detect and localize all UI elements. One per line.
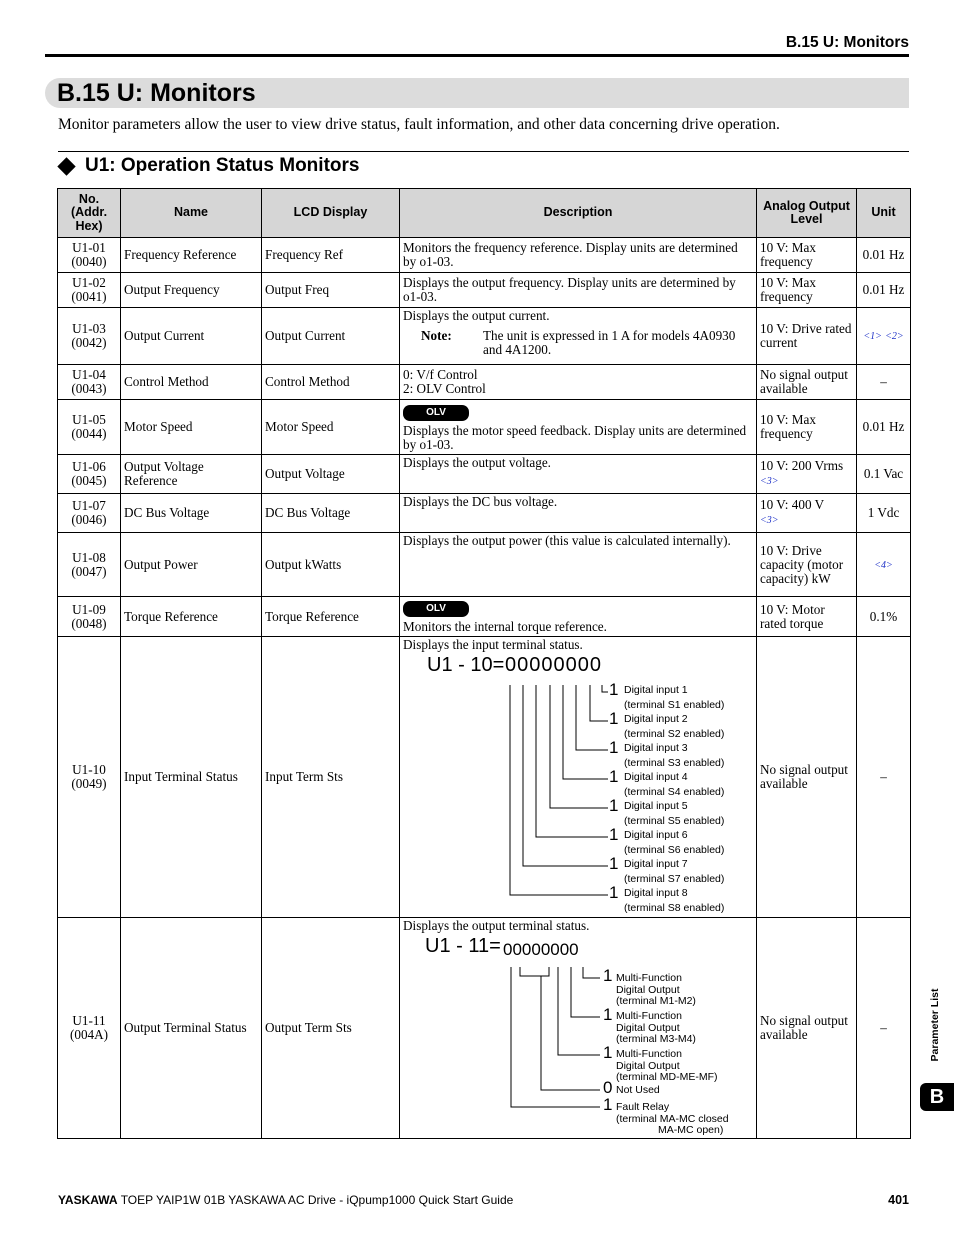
input-label: Digital input 8 (terminal S8 enabled) [624,887,725,914]
side-section-label: Parameter List [929,988,941,1062]
bit-value: 1 [603,1005,613,1024]
section-rule [58,151,909,152]
col-header-no: No. (Addr. Hex) [58,189,121,238]
output-terminal-diagram [403,935,753,1135]
lcd-display: Input Term Sts [262,637,400,918]
footnote-ref[interactable]: <4> [874,559,893,571]
param-number: U1-10 (0049) [58,637,121,918]
analog-output: No signal output available [757,637,857,918]
input-label: Digital input 5 (terminal S5 enabled) [624,800,725,827]
bit-value: 1 [609,680,619,699]
param-number: U1-03 (0042) [58,308,121,365]
param-name: Output Frequency [121,273,262,308]
param-name: Output Power [121,533,262,597]
param-name: DC Bus Voltage [121,494,262,533]
col-header-lcd: LCD Display [262,189,400,238]
description: Displays the output frequency. Display units are determined by o1-03. [400,273,757,308]
table-row [58,273,911,308]
monitor-digits: 00000000 [505,654,602,676]
col-header-unit: Unit [857,189,911,238]
bit-value: 1 [609,738,619,757]
section-title: U1: Operation Status Monitors [85,155,360,176]
output-label: Multi-Function Digital Output (terminal MD-ME-MF) [616,1048,718,1083]
description: Displays the output power (this value is calculated internally). [400,533,757,597]
col-header-analog: Analog Output Level [757,189,857,238]
analog-output: No signal output available [757,918,857,1139]
analog-output: 10 V: Drive rated current [757,308,857,365]
unit: 0.01 Hz [857,400,911,455]
table-row [58,400,911,455]
lcd-display: Output kWatts [262,533,400,597]
param-number: U1-05 (0044) [58,400,121,455]
param-number: U1-01 (0040) [58,238,121,273]
param-name: Torque Reference [121,597,262,637]
analog-output: No signal output available [757,365,857,400]
monitor-prefix: U1 - 11= [425,935,501,957]
footer-text: TOEP YAIP1W 01B YASKAWA AC Drive - iQpump1000 Quick Start Guide [117,1193,514,1207]
analog-output: 10 V: 200 Vrms <3> [757,455,857,494]
page-number: 401 [888,1193,909,1207]
col-header-name: Name [121,189,262,238]
lcd-display: Output Term Sts [262,918,400,1139]
footnote-ref[interactable]: <1> [863,331,882,342]
unit: 1 Vdc [857,494,911,533]
description: Displays the input terminal status. U1 - 10= 00000000 1 Digital input 1 (terminal S1 enabled) 1 Digital input 2 (terminal S2 enabled) 1 Digital input 3 (terminal S3 enabled) 1 Digital input 4 (terminal S4 enabled) 1 Digital input 5 (terminal S5 enabled) 1 Digital input 6 (terminal S6 enabled) 1 Digital input 7 (terminal S7 enabled) 1 Digital input 8 (terminal S8 enabled) [400,637,757,918]
param-name: Motor Speed [121,400,262,455]
unit [857,308,911,365]
input-label: Digital input 7 (terminal S7 enabled) [624,858,725,885]
unit: – [857,365,911,400]
table-row [58,308,911,365]
monitor-digits: 00000000 [503,940,579,959]
description: Displays the DC bus voltage. [400,494,757,533]
analog-output: 10 V: Max frequency [757,273,857,308]
monitor-table [57,188,911,1139]
param-number: U1-06 (0045) [58,455,121,494]
olv-badge: OLV [403,601,469,617]
running-header: B.15 U: Monitors [785,34,909,51]
monitor-prefix: U1 - 10= [427,654,505,676]
note [403,329,753,357]
analog-output: 10 V: 400 V <3> [757,494,857,533]
note-text: The unit is expressed in 1 A for models 4A0930 and 4A1200. [483,328,736,357]
description: OLV Monitors the internal torque reference. [400,597,757,637]
lcd-display: Control Method [262,365,400,400]
description: Monitors the frequency reference. Display units are determined by o1-03. [400,238,757,273]
lcd-display: Motor Speed [262,400,400,455]
param-name: Control Method [121,365,262,400]
footer-brand: YASKAWA [58,1193,118,1207]
lcd-display: Frequency Ref [262,238,400,273]
analog-output: 10 V: Drive capacity (motor capacity) kW [757,533,857,597]
output-label: Multi-Function Digital Output (terminal M3-M4) [616,1010,696,1045]
output-label: Not Used [616,1084,660,1096]
bit-value: 1 [609,825,619,844]
description: Displays the output voltage. [400,455,757,494]
page-title: B.15 U: Monitors [57,79,256,107]
output-label: Multi-Function Digital Output (terminal M1-M2) [616,972,696,1007]
input-terminal-diagram [403,654,753,912]
intro-paragraph: Monitor parameters allow the user to view drive status, fault information, and other data concerning drive operation. [58,116,780,133]
input-label: Digital input 6 (terminal S6 enabled) [624,829,725,856]
param-name: Output Current [121,308,262,365]
footnote-ref[interactable]: <2> [885,331,904,342]
input-label: Digital input 3 (terminal S3 enabled) [624,742,725,769]
header-rule [45,54,909,57]
analog-output: 10 V: Max frequency [757,400,857,455]
table-row [58,597,911,637]
input-label: Digital input 1 (terminal S1 enabled) [624,684,725,711]
table-header-row [58,189,911,238]
param-number: U1-11 (004A) [58,918,121,1139]
unit: – [857,918,911,1139]
bit-value: 1 [603,966,613,985]
bit-value: 1 [609,796,619,815]
description: 0: V/f Control 2: OLV Control [400,365,757,400]
lcd-display: Torque Reference [262,597,400,637]
bit-value: 1 [609,709,619,728]
table-row [58,455,911,494]
lcd-display: Output Current [262,308,400,365]
bit-value: 1 [609,883,619,902]
unit: 0.01 Hz [857,273,911,308]
param-name: Input Terminal Status [121,637,262,918]
param-number: U1-02 (0041) [58,273,121,308]
unit [857,533,911,597]
side-tab-b[interactable]: B [920,1083,954,1111]
section-heading [57,155,359,177]
table-row [58,365,911,400]
table-row [58,494,911,533]
output-label: Fault Relay (terminal MA-MC closed MA-MC open) [616,1101,729,1136]
unit: 0.1 Vac [857,455,911,494]
param-number: U1-07 (0046) [58,494,121,533]
title-bar [45,78,909,108]
param-name: Output Terminal Status [121,918,262,1139]
lcd-display: DC Bus Voltage [262,494,400,533]
lcd-display: Output Freq [262,273,400,308]
unit: 0.1% [857,597,911,637]
unit: – [857,637,911,918]
analog-output: 10 V: Max frequency [757,238,857,273]
table-row [58,533,911,597]
footnote-ref[interactable]: <3> [760,476,779,487]
olv-badge: OLV [403,405,469,421]
input-label: Digital input 2 (terminal S2 enabled) [624,713,725,740]
bit-value: 1 [603,1043,613,1062]
bit-value: 0 [603,1078,613,1097]
table-row [58,637,911,918]
param-name: Output Voltage Reference [121,455,262,494]
param-name: Frequency Reference [121,238,262,273]
bit-value: 1 [609,767,619,786]
description: Displays the output terminal status. U1 - 11= 00000000 1 Multi-Function Digital Output (terminal M1-M2) 1 Multi-Function Digital Output (terminal M3-M4) 1 Multi-Function Digital Output (terminal MD-ME-MF) 0 Not Used 1 Fault Relay (terminal MA-MC closed MA-MC open) [400,918,757,1139]
footer [58,1193,513,1207]
unit: 0.01 Hz [857,238,911,273]
param-number: U1-04 (0043) [58,365,121,400]
input-label: Digital input 4 (terminal S4 enabled) [624,771,725,798]
col-header-description: Description [400,189,757,238]
table-row [58,918,911,1139]
bit-value: 1 [609,854,619,873]
description: OLV Displays the motor speed feedback. Display units are determined by o1-03. [400,400,757,455]
footnote-ref[interactable]: <3> [760,515,779,526]
bit-value: 1 [603,1095,613,1114]
diamond-bullet-icon [57,157,75,175]
note-label: Note: [421,328,452,343]
lcd-display: Output Voltage [262,455,400,494]
param-number: U1-09 (0048) [58,597,121,637]
param-number: U1-08 (0047) [58,533,121,597]
analog-output: 10 V: Motor rated torque [757,597,857,637]
table-row [58,238,911,273]
description: Displays the output current. Note: The unit is expressed in 1 A for models 4A0930 and 4A1200. [400,308,757,365]
